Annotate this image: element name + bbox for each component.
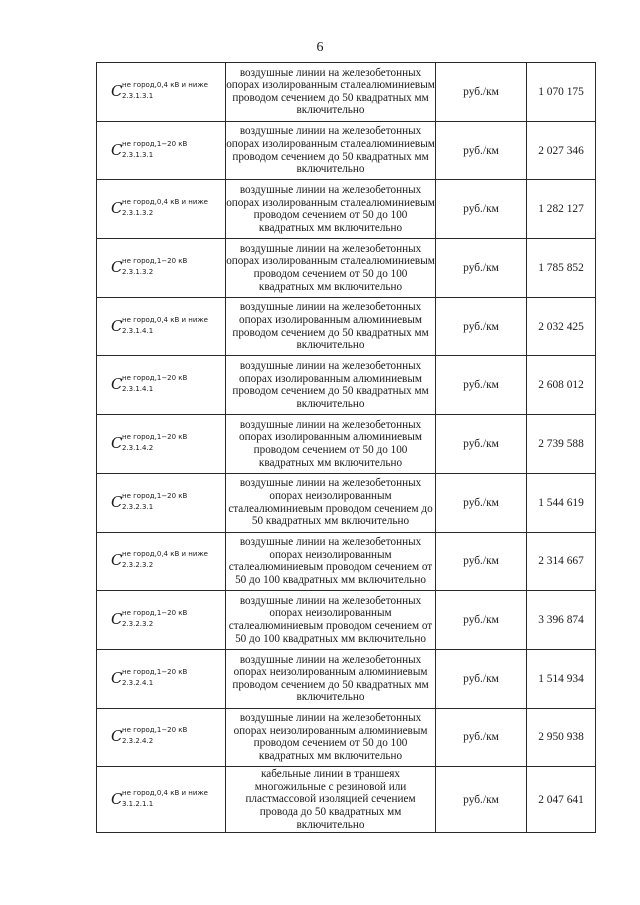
table-row: [97, 708, 596, 767]
rate-symbol: C: [111, 492, 123, 511]
rate-code-superscript: не город,1−20 кВ: [122, 609, 188, 618]
table-row: [97, 356, 596, 415]
unit-cell: руб./км: [436, 356, 527, 415]
rate-code-subscript: 2.3.2.4.1: [122, 678, 154, 687]
unit-cell: руб./км: [436, 415, 527, 474]
unit-cell: руб./км: [436, 297, 527, 356]
value-cell: 2 027 346: [527, 121, 596, 180]
description-cell: воздушные линии на железобетонных опорах изолированным сталеалюминиевым проводом сечением до 50 квадратных мм включительно: [226, 63, 436, 122]
table-row: [97, 415, 596, 474]
rate-symbol: C: [111, 316, 123, 335]
value-cell: 1 514 934: [527, 649, 596, 708]
table-row: [97, 767, 596, 833]
rate-code: [111, 668, 187, 687]
value-cell: 2 032 425: [527, 297, 596, 356]
rate-code: [111, 81, 208, 100]
description-cell: воздушные линии на железобетонных опорах изолированным алюминиевым проводом сечением до 50 квадратных мм включительно: [226, 356, 436, 415]
rate-code-cell: [97, 591, 226, 650]
rate-code-subscript: 2.3.1.4.1: [122, 326, 154, 335]
rate-code: [111, 550, 208, 569]
rate-symbol: C: [111, 81, 123, 100]
description-cell: воздушные линии на железобетонных опорах неизолированным алюминиевым проводом сечением до 50 квадратных мм включительно: [226, 649, 436, 708]
table-row: [97, 532, 596, 591]
unit-cell: руб./км: [436, 473, 527, 532]
value-cell: 2 608 012: [527, 356, 596, 415]
rate-code: [111, 726, 187, 745]
description-cell: воздушные линии на железобетонных опорах неизолированным сталеалюминиевым проводом сечением от 50 до 100 квадратных мм включительно: [226, 591, 436, 650]
rate-code-superscript: не город,1−20 кВ: [122, 256, 188, 265]
rate-code-superscript: не город,0,4 кВ и ниже: [122, 315, 208, 324]
rate-code: [111, 609, 187, 628]
unit-cell: руб./км: [436, 121, 527, 180]
description-cell: воздушные линии на железобетонных опорах изолированным сталеалюминиевым проводом сечением от 50 до 100 квадратных мм включительно: [226, 180, 436, 239]
rate-symbol: C: [111, 789, 123, 808]
unit-cell: руб./км: [436, 649, 527, 708]
description-cell: воздушные линии на железобетонных опорах изолированным алюминиевым проводом сечением от 50 до 100 квадратных мм включительно: [226, 415, 436, 474]
rate-code-superscript: не город,0,4 кВ и ниже: [122, 788, 208, 797]
rate-code-superscript: не город,0,4 кВ и ниже: [122, 80, 208, 89]
rate-code-superscript: не город,1−20 кВ: [122, 667, 188, 676]
rate-symbol: C: [111, 668, 123, 687]
unit-cell: руб./км: [436, 708, 527, 767]
description-cell: воздушные линии на железобетонных опорах изолированным алюминиевым проводом сечением до 50 квадратных мм включительно: [226, 297, 436, 356]
value-cell: 2 314 667: [527, 532, 596, 591]
rate-symbol: C: [111, 375, 123, 394]
rate-code: [111, 433, 187, 452]
rate-code-cell: [97, 297, 226, 356]
rate-symbol: C: [111, 257, 123, 276]
rate-code-cell: [97, 767, 226, 833]
rate-code-subscript: 2.3.1.4.2: [122, 443, 154, 452]
rate-code-superscript: не город,0,4 кВ и ниже: [122, 550, 208, 559]
table-row: [97, 63, 596, 122]
rate-symbol: C: [111, 551, 123, 570]
unit-cell: руб./км: [436, 532, 527, 591]
unit-cell: руб./км: [436, 239, 527, 298]
description-cell: воздушные линии на железобетонных опорах неизолированным сталеалюминиевым проводом сечением до 50 квадратных мм включительно: [226, 473, 436, 532]
rate-code-cell: [97, 239, 226, 298]
rate-code-superscript: не город,1−20 кВ: [122, 726, 188, 735]
value-cell: 1 070 175: [527, 63, 596, 122]
rate-code-subscript: 2.3.1.3.2: [122, 267, 154, 276]
rate-code-cell: [97, 180, 226, 239]
description-cell: воздушные линии на железобетонных опорах изолированным сталеалюминиевым проводом сечением до 50 квадратных мм включительно: [226, 121, 436, 180]
value-cell: 3 396 874: [527, 591, 596, 650]
rate-code: [111, 257, 187, 276]
rate-code-subscript: 2.3.2.3.2: [122, 620, 154, 629]
value-cell: 1 544 619: [527, 473, 596, 532]
table-row: [97, 121, 596, 180]
page-number: 6: [316, 40, 324, 55]
description-cell: воздушные линии на железобетонных опорах неизолированным сталеалюминиевым проводом сечением от 50 до 100 квадратных мм включительно: [226, 532, 436, 591]
unit-cell: руб./км: [436, 767, 527, 833]
rate-symbol: C: [111, 199, 123, 218]
value-cell: 1 785 852: [527, 239, 596, 298]
unit-cell: руб./км: [436, 63, 527, 122]
description-cell: воздушные линии на железобетонных опорах изолированным сталеалюминиевым проводом сечением от 50 до 100 квадратных мм включительно: [226, 239, 436, 298]
rate-symbol: C: [111, 610, 123, 629]
value-cell: 2 739 588: [527, 415, 596, 474]
rate-code-cell: [97, 532, 226, 591]
table-row: [97, 591, 596, 650]
rate-code: [111, 140, 187, 159]
rate-code-cell: [97, 121, 226, 180]
rate-code-cell: [97, 415, 226, 474]
rate-code-cell: [97, 649, 226, 708]
rates-table-body: [97, 63, 596, 833]
rates-table: [96, 62, 596, 833]
unit-cell: руб./км: [436, 591, 527, 650]
table-row: [97, 180, 596, 239]
table-row: [97, 239, 596, 298]
rate-code-cell: [97, 63, 226, 122]
rate-code-cell: [97, 356, 226, 415]
rate-symbol: C: [111, 140, 123, 159]
rate-code-superscript: не город,1−20 кВ: [122, 491, 188, 500]
rate-code-subscript: 2.3.2.3.2: [122, 561, 154, 570]
table-row: [97, 473, 596, 532]
rate-code: [111, 316, 208, 335]
rate-code: [111, 492, 187, 511]
rate-code-superscript: не город,0,4 кВ и ниже: [122, 198, 208, 207]
description-cell: воздушные линии на железобетонных опорах неизолированным алюминиевым проводом сечением от 50 до 100 квадратных мм включительно: [226, 708, 436, 767]
rate-code-subscript: 2.3.1.4.1: [122, 385, 154, 394]
rate-code-subscript: 2.3.1.3.1: [122, 91, 154, 100]
unit-cell: руб./км: [436, 180, 527, 239]
table-row: [97, 297, 596, 356]
rate-code-subscript: 2.3.2.3.1: [122, 502, 154, 511]
table-row: [97, 649, 596, 708]
description-cell: кабельные линии в траншеях многожильные с резиновой или пластмассовой изоляцией сечением провода до 50 квадратных мм включительно: [226, 767, 436, 833]
rate-code-subscript: 2.3.1.3.1: [122, 150, 154, 159]
rate-code: [111, 198, 208, 217]
value-cell: 1 282 127: [527, 180, 596, 239]
rate-code: [111, 789, 208, 808]
rate-symbol: C: [111, 433, 123, 452]
rate-code-superscript: не город,1−20 кВ: [122, 139, 188, 148]
rate-code-cell: [97, 708, 226, 767]
rate-code-subscript: 3.1.2.1.1: [122, 799, 154, 808]
rate-code-superscript: не город,1−20 кВ: [122, 432, 188, 441]
rate-code-subscript: 2.3.1.3.2: [122, 209, 154, 218]
rate-code: [111, 374, 187, 393]
rate-code-subscript: 2.3.2.4.2: [122, 737, 154, 746]
rate-symbol: C: [111, 727, 123, 746]
value-cell: 2 950 938: [527, 708, 596, 767]
rate-code-superscript: не город,1−20 кВ: [122, 374, 188, 383]
rate-code-cell: [97, 473, 226, 532]
value-cell: 2 047 641: [527, 767, 596, 833]
